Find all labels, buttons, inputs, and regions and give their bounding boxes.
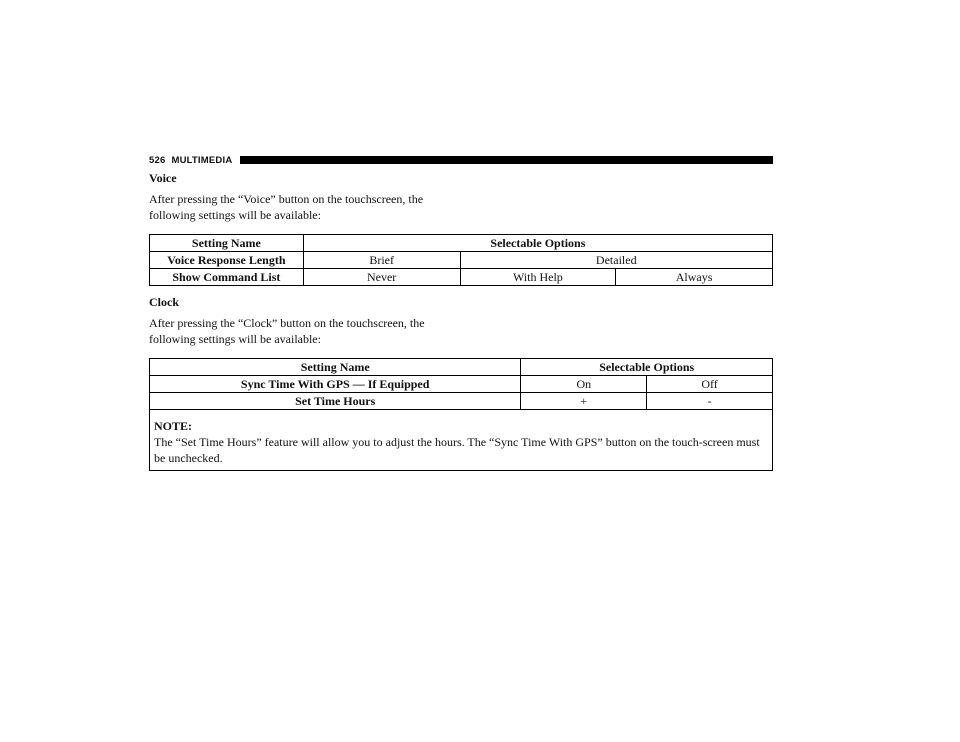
option-cell: On <box>521 376 647 393</box>
table-row <box>150 269 773 286</box>
header-rule <box>240 156 773 164</box>
clock-settings-table <box>149 358 773 471</box>
page-number: 526 <box>149 154 166 166</box>
clock-heading: Clock <box>149 295 179 309</box>
header-selectable-options: Selectable Options <box>521 359 773 376</box>
table-header-row <box>150 359 773 376</box>
note-cell <box>150 410 773 471</box>
table-header-row <box>150 235 773 252</box>
header-selectable-options: Selectable Options <box>303 235 772 252</box>
setting-name-cell: Sync Time With GPS — If Equipped <box>150 376 521 393</box>
note-row <box>150 410 773 471</box>
table-row <box>150 376 773 393</box>
page-header <box>149 154 773 166</box>
setting-name-cell: Set Time Hours <box>150 393 521 410</box>
section-title: MULTIMEDIA <box>171 154 233 166</box>
note-label: NOTE: <box>154 419 193 433</box>
option-cell: With Help <box>460 269 616 286</box>
table-row <box>150 393 773 410</box>
option-cell: Brief <box>303 252 460 269</box>
setting-name-cell: Voice Response Length <box>150 252 304 269</box>
table-row <box>150 252 773 269</box>
clock-intro: After pressing the “Clock” button on the touchscreen, the following settings will be available: <box>149 316 425 346</box>
voice-intro: After pressing the “Voice” button on the touchscreen, the following settings will be available: <box>149 192 424 222</box>
option-cell: - <box>647 393 773 410</box>
header-setting-name: Setting Name <box>150 235 304 252</box>
voice-settings-table <box>149 234 773 286</box>
option-cell: Detailed <box>460 252 773 269</box>
setting-name-cell: Show Command List <box>150 269 304 286</box>
option-cell: Off <box>647 376 773 393</box>
option-cell: + <box>521 393 647 410</box>
voice-heading: Voice <box>149 171 177 185</box>
option-cell: Always <box>616 269 773 286</box>
header-setting-name: Setting Name <box>150 359 521 376</box>
note-text: The “Set Time Hours” feature will allow you to adjust the hours. The “Sync Time With GPS” button on the touch-screen must be unchecked. <box>154 435 760 465</box>
option-cell: Never <box>303 269 460 286</box>
